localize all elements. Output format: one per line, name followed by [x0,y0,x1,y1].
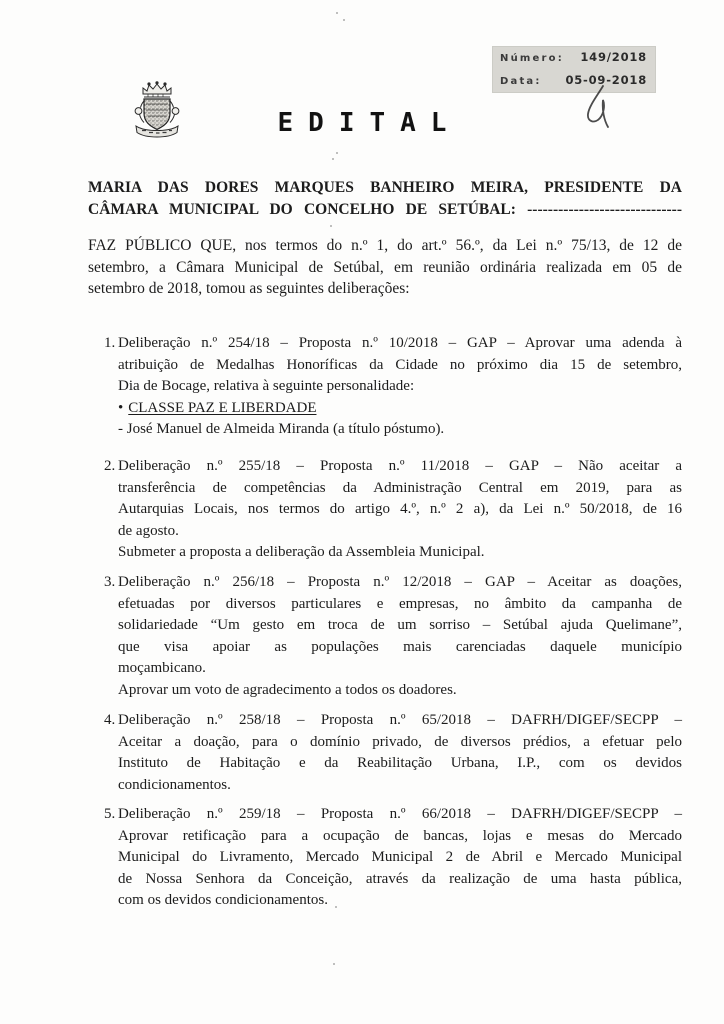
stamp-number-row [492,46,656,69]
scan-speck [335,906,337,908]
scan-speck [333,963,335,965]
item-line: efetuadas por diversos particulares e empresas, no âmbito da campanha de [118,595,682,612]
scan-speck [333,290,335,292]
item-line: Deliberação n.º 255/18 – Proposta n.º 11/2018 – GAP – Não aceitar a [118,458,682,474]
intro-line: setembro de 2018, tomou as seguintes deliberações: [88,280,410,298]
item-line: Aprovar retificação para a ocupação de bancas, lojas e mesas do Mercado [118,827,682,844]
item-number: 1. [104,335,116,351]
scan-speck [332,158,334,160]
item-number: 4. [104,712,116,728]
stamp-date-value: 05-09-2018 [565,73,647,87]
item-line: Instituto de Habitação e da Reabilitação Urbana, I.P., com os devidos [118,755,682,772]
item-line: atribuição de Medalhas Honoríficas da Cidade no próximo dia 15 de setembro, [118,356,682,373]
scan-speck [336,152,338,154]
intro-paragraph [88,235,682,300]
item-number: 3. [104,574,116,590]
item-line: de agosto. [118,522,179,539]
heading-line: MARIA DAS DORES MARQUES BANHEIRO MEIRA, PRESIDENTE DA [88,179,682,196]
deliberation-item-5 [104,804,682,912]
item-line: Deliberação n.º 256/18 – Proposta n.º 12/2018 – GAP – Aceitar as doações, [118,574,682,590]
item-line: Deliberação n.º 259/18 – Proposta n.º 66/2018 – DAFRH/DIGEF/SECPP – [118,806,682,822]
scan-speck [336,12,338,14]
item-line: Deliberação n.º 258/18 – Proposta n.º 65/2018 – DAFRH/DIGEF/SECPP – [118,712,682,728]
deliberation-item-2 [104,456,682,564]
heading-line: CÂMARA MUNICIPAL DO CONCELHO DE SETÚBAL: ------------------------------ [88,200,682,218]
item-line: transferência de competências da Administração Central em 2019, para as [118,479,682,496]
item-line: que visa apoiar as populações mais carenciadas daquele município [118,638,682,655]
item-line: Submeter a proposta a deliberação da Assembleia Municipal. [118,544,485,561]
item-bullet-line [118,398,682,420]
item-line: Dia de Bocage, relativa à seguinte personalidade: [118,378,415,395]
item-line: Autarquias Locais, nos termos do artigo 4.º, n.º 2 a), da Lei n.º 50/2018, de 16 [118,501,682,518]
medal-class-underlined: CLASSE PAZ E LIBERDADE [128,399,317,416]
item-line: solidariedade “Um gesto em troca de um sorriso – Setúbal ajuda Quelimane”, [118,617,682,634]
stamp-number-value: 149/2018 [580,50,647,64]
item-line: com os devidos condicionamentos. [118,892,328,909]
document-title: EDITAL [277,108,462,138]
item-line: Deliberação n.º 254/18 – Proposta n.º 10/2018 – GAP – Aprovar uma adenda à [118,335,682,351]
stamp-number-label: Número: [500,53,564,64]
item-line: Aprovar um voto de agradecimento a todos os doadores. [118,681,457,698]
intro-line: FAZ PÚBLICO QUE, nos termos do n.º 1, do art.º 56.º, da Lei n.º 75/13, de 12 de [88,237,682,254]
heading-paragraph [88,177,682,220]
item-line: moçambicano. [118,660,206,677]
item-number: 5. [104,806,116,822]
deliberation-item-1 [104,333,682,441]
stamp-date-label: Data: [500,76,542,87]
scan-speck [343,19,345,21]
deliberation-item-3 [104,572,682,702]
scan-speck [330,225,332,227]
item-line: Aceitar a doação, para o domínio privado, de diversos prédios, a efetuar pelo [118,733,682,750]
deliberation-item-4 [104,710,682,796]
item-line: de Nossa Senhora da Conceição, através da realização de uma hasta pública, [118,870,682,887]
item-line: Municipal do Livramento, Mercado Municipal 2 de Abril e Mercado Municipal [118,849,682,866]
item-line: condicionamentos. [118,776,231,793]
item-line: - José Manuel de Almeida Miranda (a título póstumo). [118,421,445,438]
item-number: 2. [104,458,116,474]
bullet-icon: • [118,399,124,416]
intro-line: setembro, a Câmara Municipal de Setúbal, em reunião ordinária realizada em 05 de [88,258,682,276]
